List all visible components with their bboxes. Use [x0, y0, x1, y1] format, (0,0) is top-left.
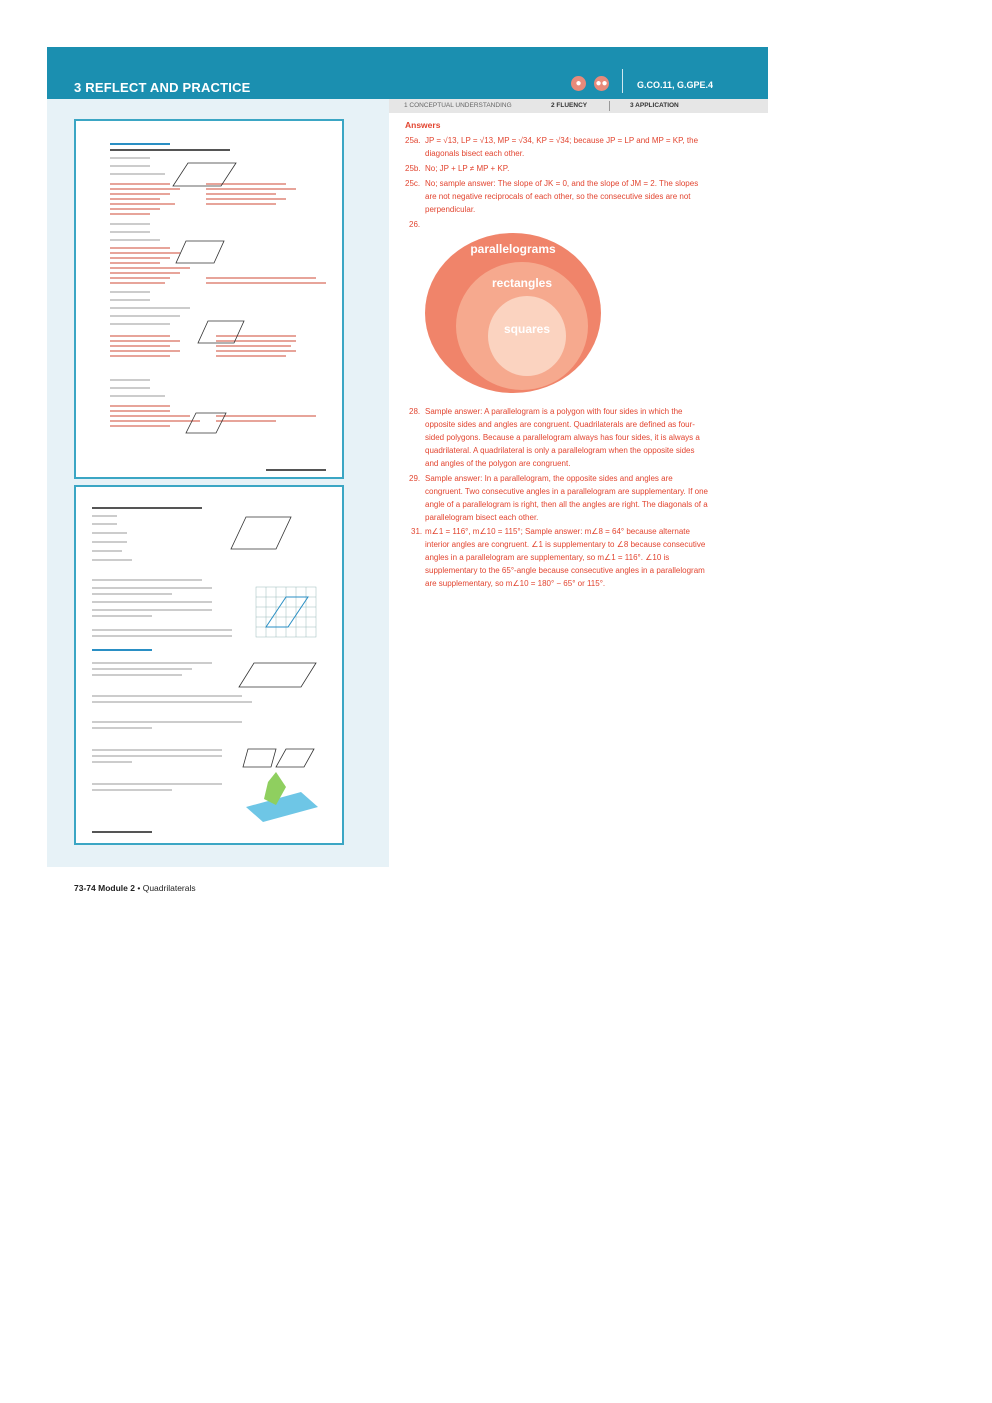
answer-25a [405, 134, 710, 160]
header-divider [622, 69, 623, 93]
answer-text: No; JP + LP ≠ MP + KP. [425, 164, 510, 173]
answer-25b [405, 162, 710, 175]
skill-tabs [389, 99, 768, 113]
group-icon: ●● [595, 78, 608, 89]
footer-topic: Quadrilaterals [142, 883, 196, 893]
answer-28 [405, 405, 710, 470]
answers-heading: Answers [405, 120, 441, 130]
footer-separator: • [137, 883, 141, 893]
person-icon: ● [571, 76, 586, 91]
answer-31 [405, 525, 710, 590]
page-74-sketch [76, 487, 342, 843]
thumbnail-page-73[interactable] [74, 119, 344, 479]
section-header [47, 47, 768, 99]
answer-text: JP = √13, LP = √13, MP = √34, KP = √34; because JP = LP and MP = KP, the diagonals bisect each other. [425, 136, 699, 158]
answer-number: 28. [409, 407, 421, 416]
thumbnail-page-74[interactable] [74, 485, 344, 845]
venn-diagram [425, 233, 601, 393]
footer-module-label: Module [98, 883, 128, 893]
answer-text: m∠1 = 116°, m∠10 = 115°; Sample answer: m∠8 = 64° because alternate interior angles are congruent. ∠1 is supplementary to ∠8 because consecutive angles in a parallelogram are supplementary, so m∠1 = 116°. ∠10 is supplementary to the 65°-angle because consecutive angles in a parallelogram are supplementary, so m∠10 = 180° − 65° or 115°. [425, 527, 706, 588]
answer-text: Sample answer: In a parallelogram, the opposite sides and angles are congruent. Two consecutive angles in a parallelogram are supplementary. If one angle of a parallelogram is right, then all the angles are right. The diagonals of a parallelogram bisect each other. [425, 474, 708, 522]
answer-number: 25a. [405, 136, 421, 145]
answer-number: 26. [409, 220, 421, 229]
answer-25c [405, 177, 710, 216]
page-footer [74, 883, 196, 893]
venn-label-parallelograms: parallelograms [470, 242, 556, 256]
tab-divider [609, 101, 610, 111]
tab-application[interactable]: 3 APPLICATION [630, 102, 679, 109]
answer-number: 25c. [405, 179, 421, 188]
standards-label: G.CO.11, G.GPE.4 [637, 80, 714, 90]
tab-conceptual-understanding[interactable]: 1 CONCEPTUAL UNDERSTANDING [404, 102, 512, 109]
header-icons [571, 76, 609, 91]
page-thumbnails [47, 99, 389, 867]
answer-number: 25b. [405, 164, 421, 173]
footer-page-range: 73-74 [74, 883, 96, 893]
footer-module-number: 2 [130, 883, 135, 893]
venn-inner-region [488, 296, 566, 376]
answer-number: 31. [411, 527, 423, 536]
section-title: 3 REFLECT AND PRACTICE [74, 80, 251, 95]
answer-29 [405, 472, 710, 524]
tab-fluency[interactable]: 2 FLUENCY [551, 102, 588, 109]
answer-text: Sample answer: A parallelogram is a polygon with four sides in which the opposite sides and angles are congruent. Quadrilaterals are defined as four-sided polygons. Because a parallelogram always has four sides, it is always a quadrilateral. A quadrilateral is only a parallelogram when the opposite sides and angles of the polygon are congruent. [425, 407, 700, 468]
answer-text: No; sample answer: The slope of JK = 0, and the slope of JM = 2. The slopes are not negative reciprocals of each other, so the consecutive sides are not perpendicular. [425, 179, 699, 214]
venn-label-rectangles: rectangles [491, 276, 553, 290]
page-73-sketch [76, 121, 342, 477]
venn-label-squares: squares [503, 322, 551, 336]
answer-number: 29. [409, 474, 421, 483]
